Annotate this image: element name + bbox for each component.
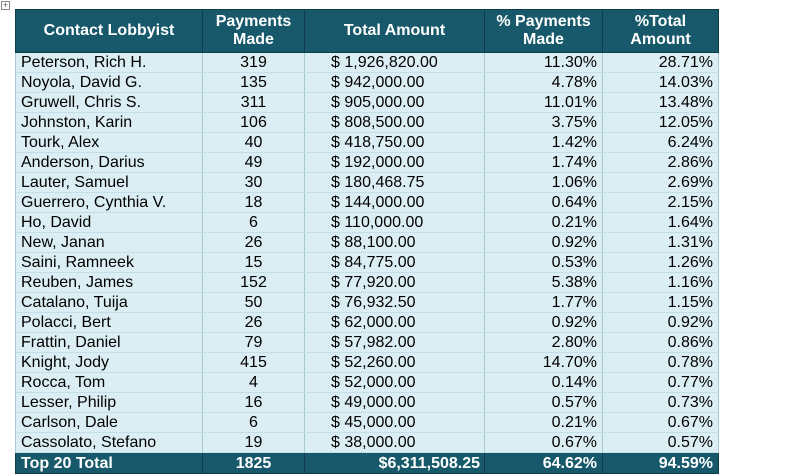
pct-amount-cell: 0.67%	[603, 413, 719, 433]
pct-amount-cell: 0.92%	[603, 313, 719, 333]
total-amount-cell: $ 76,932.50	[305, 293, 485, 313]
pct-payments-cell: 0.92%	[485, 313, 603, 333]
table-row	[16, 413, 719, 433]
pct-payments-cell: 1.74%	[485, 153, 603, 173]
total-amount-cell: $ 52,000.00	[305, 373, 485, 393]
total-label: Top 20 Total	[16, 453, 203, 474]
total-amount-cell: $ 62,000.00	[305, 313, 485, 333]
total-amount-cell: $ 905,000.00	[305, 93, 485, 113]
payments-made-cell: 26	[203, 233, 305, 253]
payments-made-cell: 152	[203, 273, 305, 293]
table-row	[16, 193, 719, 213]
lobbyist-name-cell: Lauter, Samuel	[16, 173, 203, 193]
lobbyist-name-cell: Anderson, Darius	[16, 153, 203, 173]
lobbyist-payments-table	[15, 9, 719, 474]
pct-payments-cell: 5.38%	[485, 273, 603, 293]
total-row	[16, 453, 719, 474]
lobbyist-name-cell: Ho, David	[16, 213, 203, 233]
lobbyist-name-cell: Saini, Ramneek	[16, 253, 203, 273]
table-row	[16, 293, 719, 313]
lobbyist-name-cell: Gruwell, Chris S.	[16, 93, 203, 113]
pct-amount-cell: 1.64%	[603, 213, 719, 233]
pct-payments-cell: 0.21%	[485, 413, 603, 433]
total-amount-cell: $ 38,000.00	[305, 433, 485, 453]
pct-amount-cell: 0.57%	[603, 433, 719, 453]
table-row	[16, 173, 719, 193]
payments-made-cell: 106	[203, 113, 305, 133]
payments-made-cell: 4	[203, 373, 305, 393]
total-amount-cell: $ 52,260.00	[305, 353, 485, 373]
lobbyist-name-cell: Catalano, Tuija	[16, 293, 203, 313]
payments-made-cell: 30	[203, 173, 305, 193]
lobbyist-name-cell: Johnston, Karin	[16, 113, 203, 133]
lobbyist-name-cell: Peterson, Rich H.	[16, 53, 203, 73]
total-amount-cell: $ 77,920.00	[305, 273, 485, 293]
table-row	[16, 333, 719, 353]
pct-amount-cell: 1.31%	[603, 233, 719, 253]
payments-made-cell: 50	[203, 293, 305, 313]
pct-amount-cell: 2.15%	[603, 193, 719, 213]
table-row	[16, 233, 719, 253]
pct-amount-cell: 28.71%	[603, 53, 719, 73]
payments-made-cell: 135	[203, 73, 305, 93]
total-amount-cell: $ 192,000.00	[305, 153, 485, 173]
pct-amount-cell: 2.86%	[603, 153, 719, 173]
total-pct-payments: 64.62%	[485, 453, 603, 474]
payments-made-cell: 79	[203, 333, 305, 353]
pct-amount-cell: 12.05%	[603, 113, 719, 133]
pct-amount-cell: 1.15%	[603, 293, 719, 313]
total-amount-cell: $ 180,468.75	[305, 173, 485, 193]
total-amount-cell: $ 84,775.00	[305, 253, 485, 273]
table-row	[16, 93, 719, 113]
pct-amount-cell: 13.48%	[603, 93, 719, 113]
pct-payments-cell: 0.64%	[485, 193, 603, 213]
lobbyist-name-cell: Knight, Jody	[16, 353, 203, 373]
lobbyist-name-cell: Tourk, Alex	[16, 133, 203, 153]
table-row	[16, 353, 719, 373]
total-amount-cell: $ 88,100.00	[305, 233, 485, 253]
pct-amount-cell: 0.86%	[603, 333, 719, 353]
pct-amount-cell: 1.26%	[603, 253, 719, 273]
pct-payments-cell: 3.75%	[485, 113, 603, 133]
payments-made-cell: 40	[203, 133, 305, 153]
payments-made-cell: 6	[203, 413, 305, 433]
total-amount-cell: $ 49,000.00	[305, 393, 485, 413]
total-amount-cell: $ 144,000.00	[305, 193, 485, 213]
pct-payments-cell: 0.14%	[485, 373, 603, 393]
payments-made-cell: 16	[203, 393, 305, 413]
pct-payments-cell: 11.01%	[485, 93, 603, 113]
payments-made-cell: 26	[203, 313, 305, 333]
header-pct-payments-made: % Payments Made	[485, 10, 603, 53]
table-row	[16, 433, 719, 453]
pct-payments-cell: 0.67%	[485, 433, 603, 453]
total-amount-cell: $ 808,500.00	[305, 113, 485, 133]
pct-payments-cell: 0.57%	[485, 393, 603, 413]
total-pct-amount: 94.59%	[603, 453, 719, 474]
header-contact-lobbyist: Contact Lobbyist	[16, 10, 203, 53]
table-row	[16, 153, 719, 173]
total-amount-cell: $ 110,000.00	[305, 213, 485, 233]
pct-payments-cell: 0.53%	[485, 253, 603, 273]
table-row	[16, 213, 719, 233]
pct-payments-cell: 4.78%	[485, 73, 603, 93]
move-anchor-icon[interactable]: +	[2, 0, 9, 10]
lobbyist-name-cell: Noyola, David G.	[16, 73, 203, 93]
table-row	[16, 73, 719, 93]
pct-payments-cell: 1.06%	[485, 173, 603, 193]
pct-payments-cell: 0.21%	[485, 213, 603, 233]
pct-payments-cell: 14.70%	[485, 353, 603, 373]
table-row	[16, 253, 719, 273]
table-row	[16, 113, 719, 133]
payments-made-cell: 319	[203, 53, 305, 73]
table-row	[16, 313, 719, 333]
header-pct-total-amount: %Total Amount	[603, 10, 719, 53]
table-row	[16, 373, 719, 393]
table-row	[16, 53, 719, 73]
pct-payments-cell: 1.42%	[485, 133, 603, 153]
total-amount-cell: $ 1,926,820.00	[305, 53, 485, 73]
payments-made-cell: 18	[203, 193, 305, 213]
payments-made-cell: 19	[203, 433, 305, 453]
total-amount: $6,311,508.25	[305, 453, 485, 474]
payments-made-cell: 49	[203, 153, 305, 173]
lobbyist-name-cell: Cassolato, Stefano	[16, 433, 203, 453]
lobbyist-name-cell: Reuben, James	[16, 273, 203, 293]
payments-made-cell: 15	[203, 253, 305, 273]
table-row	[16, 273, 719, 293]
pct-amount-cell: 0.78%	[603, 353, 719, 373]
pct-amount-cell: 14.03%	[603, 73, 719, 93]
header-total-amount: Total Amount	[305, 10, 485, 53]
pct-payments-cell: 1.77%	[485, 293, 603, 313]
total-payments: 1825	[203, 453, 305, 474]
lobbyist-name-cell: Carlson, Dale	[16, 413, 203, 433]
lobbyist-name-cell: New, Janan	[16, 233, 203, 253]
table-row	[16, 393, 719, 413]
pct-payments-cell: 11.30%	[485, 53, 603, 73]
header-row	[16, 10, 719, 53]
header-payments-made: Payments Made	[203, 10, 305, 53]
payments-made-cell: 311	[203, 93, 305, 113]
lobbyist-name-cell: Frattin, Daniel	[16, 333, 203, 353]
payments-made-cell: 6	[203, 213, 305, 233]
lobbyist-name-cell: Guerrero, Cynthia V.	[16, 193, 203, 213]
payments-made-cell: 415	[203, 353, 305, 373]
lobbyist-name-cell: Lesser, Philip	[16, 393, 203, 413]
pct-amount-cell: 1.16%	[603, 273, 719, 293]
total-amount-cell: $ 57,982.00	[305, 333, 485, 353]
lobbyist-name-cell: Polacci, Bert	[16, 313, 203, 333]
pct-payments-cell: 0.92%	[485, 233, 603, 253]
table-row	[16, 133, 719, 153]
total-amount-cell: $ 45,000.00	[305, 413, 485, 433]
lobbyist-name-cell: Rocca, Tom	[16, 373, 203, 393]
pct-amount-cell: 0.73%	[603, 393, 719, 413]
total-amount-cell: $ 942,000.00	[305, 73, 485, 93]
pct-amount-cell: 6.24%	[603, 133, 719, 153]
pct-amount-cell: 0.77%	[603, 373, 719, 393]
total-amount-cell: $ 418,750.00	[305, 133, 485, 153]
pct-payments-cell: 2.80%	[485, 333, 603, 353]
pct-amount-cell: 2.69%	[603, 173, 719, 193]
